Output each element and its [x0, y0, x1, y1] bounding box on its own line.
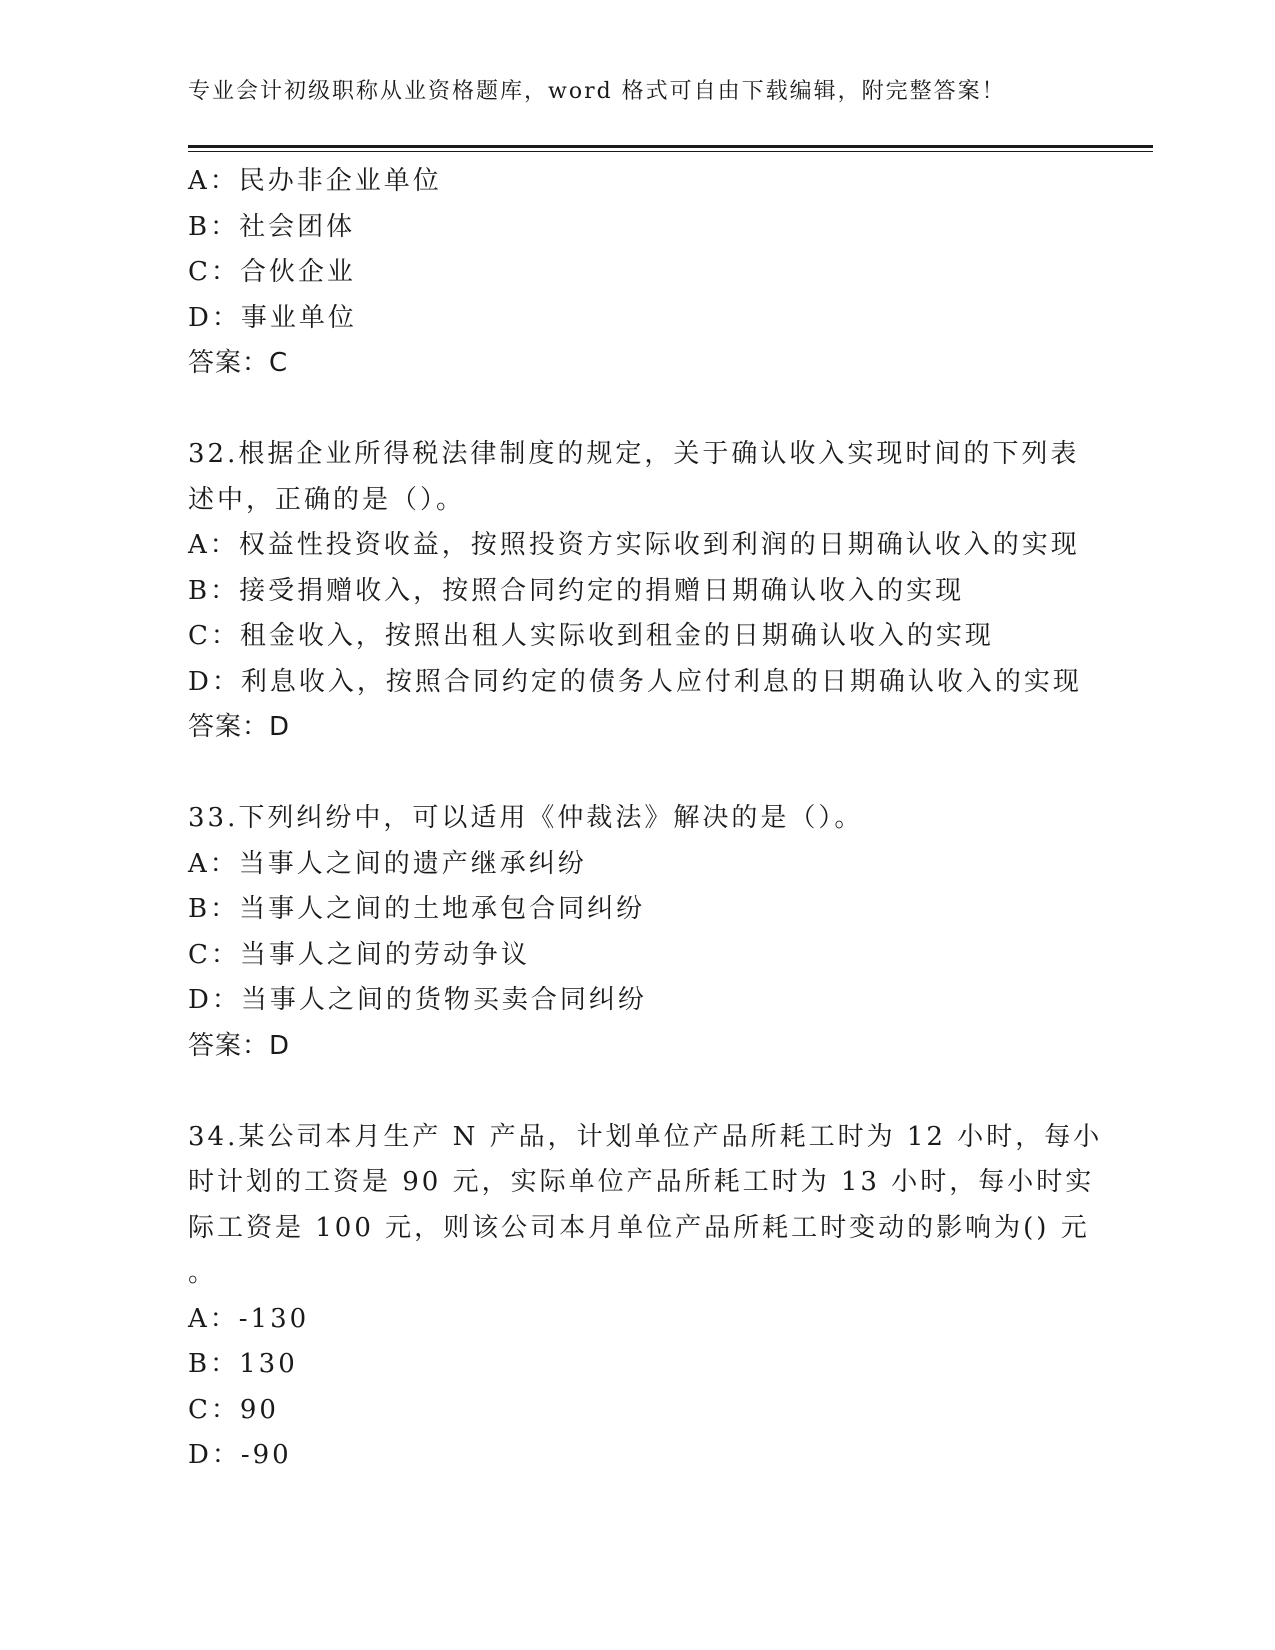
header-rule-thick — [188, 145, 1153, 148]
question-34 — [188, 1115, 1103, 1479]
answer-line: 答案：D — [188, 712, 291, 742]
question-stem-line: 32.根据企业所得税法律制度的规定，关于确认收入实现时间的下列表 — [188, 439, 1080, 469]
question-33 — [188, 796, 1088, 1069]
option-a: A：民办非企业单位 — [188, 166, 442, 196]
option-b: B：当事人之间的土地承包合同纠纷 — [188, 894, 646, 924]
header-rule-thin — [188, 151, 1153, 152]
option-d: D：-90 — [188, 1440, 292, 1470]
question-content — [188, 159, 1103, 1479]
spacer — [188, 387, 1088, 433]
option-b: B：接受捐赠收入，按照合同约定的捐赠日期确认收入的实现 — [188, 575, 965, 606]
answer-line: 答案：C — [188, 348, 289, 378]
answer-line: 答案：D — [188, 1030, 291, 1061]
option-c: C：合伙企业 — [188, 257, 356, 287]
option-c: C：90 — [188, 1394, 279, 1425]
option-d: D：当事人之间的货物买卖合同纠纷 — [188, 985, 647, 1015]
question-stem-line: 33.下列纠纷中，可以适用《仲裁法》解决的是（）。 — [188, 803, 864, 833]
spacer — [188, 751, 1088, 797]
option-d: D：事业单位 — [188, 302, 357, 333]
question-stem-line: 34.某公司本月生产 N 产品，计划单位产品所耗工时为 12 小时，每小 — [188, 1121, 1103, 1152]
option-c: C：租金收入，按照出租人实际收到租金的日期确认收入的实现 — [188, 621, 994, 651]
question-stem-line: 时计划的工资是 90 元，实际单位产品所耗工时为 13 小时，每小时实 — [188, 1167, 1095, 1197]
spacer — [188, 1069, 1088, 1115]
option-a: A：权益性投资收益，按照投资方实际收到利润的日期确认收入的实现 — [188, 530, 1080, 560]
option-b: B：社会团体 — [188, 211, 356, 242]
option-d: D：利息收入，按照合同约定的债务人应付利息的日期确认收入的实现 — [188, 666, 1082, 697]
option-a: A：当事人之间的遗产继承纠纷 — [188, 848, 587, 879]
question-31 — [188, 159, 1088, 387]
question-stem-line: 述中，正确的是（）。 — [188, 484, 466, 515]
page-header: 专业会计初级职称从业资格题库，word 格式可自由下载编辑，附完整答案！ — [188, 79, 1006, 104]
question-stem-line: 。 — [188, 1258, 218, 1288]
question-32 — [188, 432, 1088, 751]
option-a: A：-130 — [188, 1303, 310, 1334]
option-c: C：当事人之间的劳动争议 — [188, 939, 530, 970]
question-stem-line: 际工资是 100 元，则该公司本月单位产品所耗工时变动的影响为() 元 — [188, 1212, 1090, 1243]
option-b: B：130 — [188, 1349, 298, 1379]
